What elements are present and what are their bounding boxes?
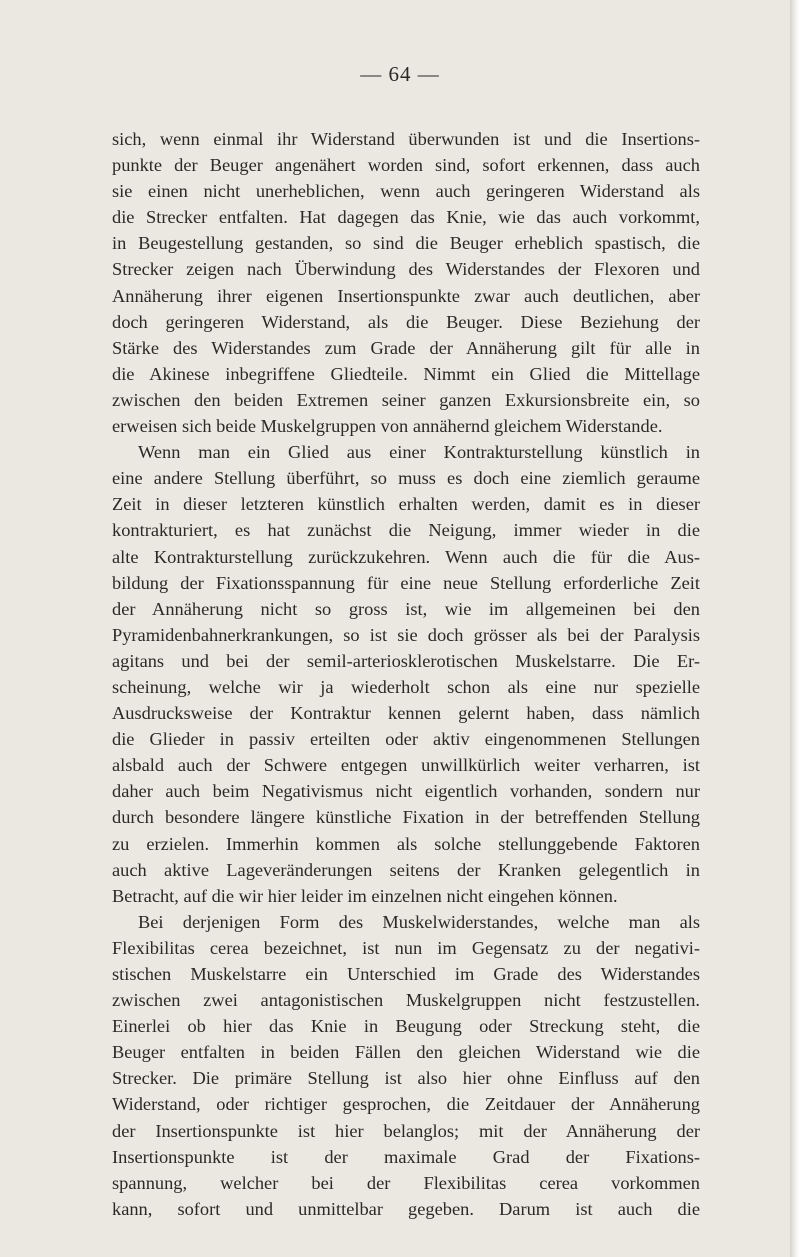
text-line: Beuger entfalten in beiden Fällen den gleichen Widerstand wie die <box>112 1042 700 1063</box>
text-line: Stärke des Widerstandes zum Grade der Annäherung gilt für alle in <box>112 337 700 358</box>
text-line: agitans und bei der semil-arteriosklerotischen Muskelstarre. Die Er- <box>112 650 700 671</box>
paragraph <box>112 909 700 1222</box>
paragraph <box>112 126 700 439</box>
text-line: Widerstand, oder richtiger gesprochen, die Zeitdauer der Annäherung <box>112 1094 700 1115</box>
text-line: zu erzielen. Immerhin kommen als solche stellunggebende Faktoren <box>112 833 700 854</box>
text-line: alsbald auch der Schwere entgegen unwillkürlich weiter verharren, ist <box>112 755 700 776</box>
text-line: bildung der Fixationsspannung für eine neue Stellung erforderliche Zeit <box>112 572 700 593</box>
text-line: scheinung, welche wir ja wiederholt schon als eine nur spezielle <box>112 676 700 697</box>
body-text <box>112 126 700 1222</box>
text-line: Betracht, auf die wir hier leider im einzelnen nicht eingehen können. <box>112 885 618 906</box>
text-line: Strecker. Die primäre Stellung ist also hier ohne Einfluss auf den <box>112 1068 700 1089</box>
text-line: eine andere Stellung überführt, so muss es doch eine ziemlich geraume <box>112 468 700 489</box>
text-line: in Beugestellung gestanden, so sind die Beuger erheblich spastisch, die <box>112 233 700 254</box>
text-line: alte Kontrakturstellung zurückzukehren. Wenn auch die für die Aus- <box>112 546 700 567</box>
text-line: die Akinese inbegriffene Gliedteile. Nimmt ein Glied die Mittellage <box>112 363 700 384</box>
text-line: auch aktive Lageveränderungen seitens der Kranken gelegentlich in <box>112 859 700 880</box>
text-line: sie einen nicht unerheblichen, wenn auch geringeren Widerstand als <box>112 181 700 202</box>
text-line: kontrakturiert, es hat zunächst die Neigung, immer wieder in die <box>112 520 700 541</box>
text-line: Annäherung ihrer eigenen Insertionspunkte zwar auch deutlichen, aber <box>112 285 700 306</box>
text-line: die Glieder in passiv erteilten oder aktiv eingenommenen Stellungen <box>112 729 700 750</box>
text-line: stischen Muskelstarre ein Unterschied im Grade des Widerstandes <box>112 964 700 984</box>
text-line: die Strecker entfalten. Hat dagegen das Knie, wie das auch vorkommt, <box>112 207 700 228</box>
paragraph <box>112 439 700 909</box>
text-line: kann, sofort und unmittelbar gegeben. Darum ist auch die <box>112 1198 700 1219</box>
text-line: zwischen zwei antagonistischen Muskelgruppen nicht festzustellen. <box>112 990 700 1011</box>
text-line: Flexibilitas cerea bezeichnet, ist nun im Gegensatz zu der negativi- <box>112 937 700 958</box>
text-line: Einerlei ob hier das Knie in Beugung oder Streckung steht, die <box>112 1016 700 1037</box>
page-edge <box>790 0 800 1257</box>
text-line: der Annäherung nicht so gross ist, wie im allgemeinen bei den <box>112 598 700 619</box>
text-line: zwischen den beiden Extremen seiner ganzen Exkursionsbreite ein, so <box>112 389 700 410</box>
text-line: erweisen sich beide Muskelgruppen von annähernd gleichem Widerstande. <box>112 416 663 437</box>
text-line: durch besondere längere künstliche Fixation in der betreffenden Stellung <box>112 807 700 828</box>
text-line: Ausdrucksweise der Kontraktur kennen gelernt haben, dass nämlich <box>112 703 700 724</box>
text-line: sich, wenn einmal ihr Widerstand überwunden ist und die Insertions- <box>112 129 700 149</box>
text-line: Bei derjenigen Form des Muskelwiderstandes, welche man als <box>138 911 700 932</box>
text-line: der Insertionspunkte ist hier belanglos; mit der Annäherung der <box>112 1120 700 1141</box>
text-line: Wenn man ein Glied aus einer Kontrakturstellung künstlich in <box>138 442 700 463</box>
page-number: — 64 — <box>360 62 440 86</box>
text-line: doch geringeren Widerstand, als die Beuger. Diese Beziehung der <box>112 311 700 332</box>
text-line: spannung, welcher bei der Flexibilitas cerea vorkommen <box>112 1172 700 1193</box>
text-line: Insertionspunkte ist der maximale Grad der Fixations- <box>112 1146 700 1167</box>
text-line: daher auch beim Negativismus nicht eigentlich vorhanden, sondern nur <box>112 781 700 802</box>
text-line: Strecker zeigen nach Überwindung des Widerstandes der Flexoren und <box>112 259 700 280</box>
text-line: Zeit in dieser letzteren künstlich erhalten werden, damit es in dieser <box>112 494 700 515</box>
text-line: punkte der Beuger angenähert worden sind, sofort erkennen, dass auch <box>112 155 700 176</box>
text-line: Pyramidenbahnerkrankungen, so ist sie doch grösser als bei der Paralysis <box>112 624 700 645</box>
